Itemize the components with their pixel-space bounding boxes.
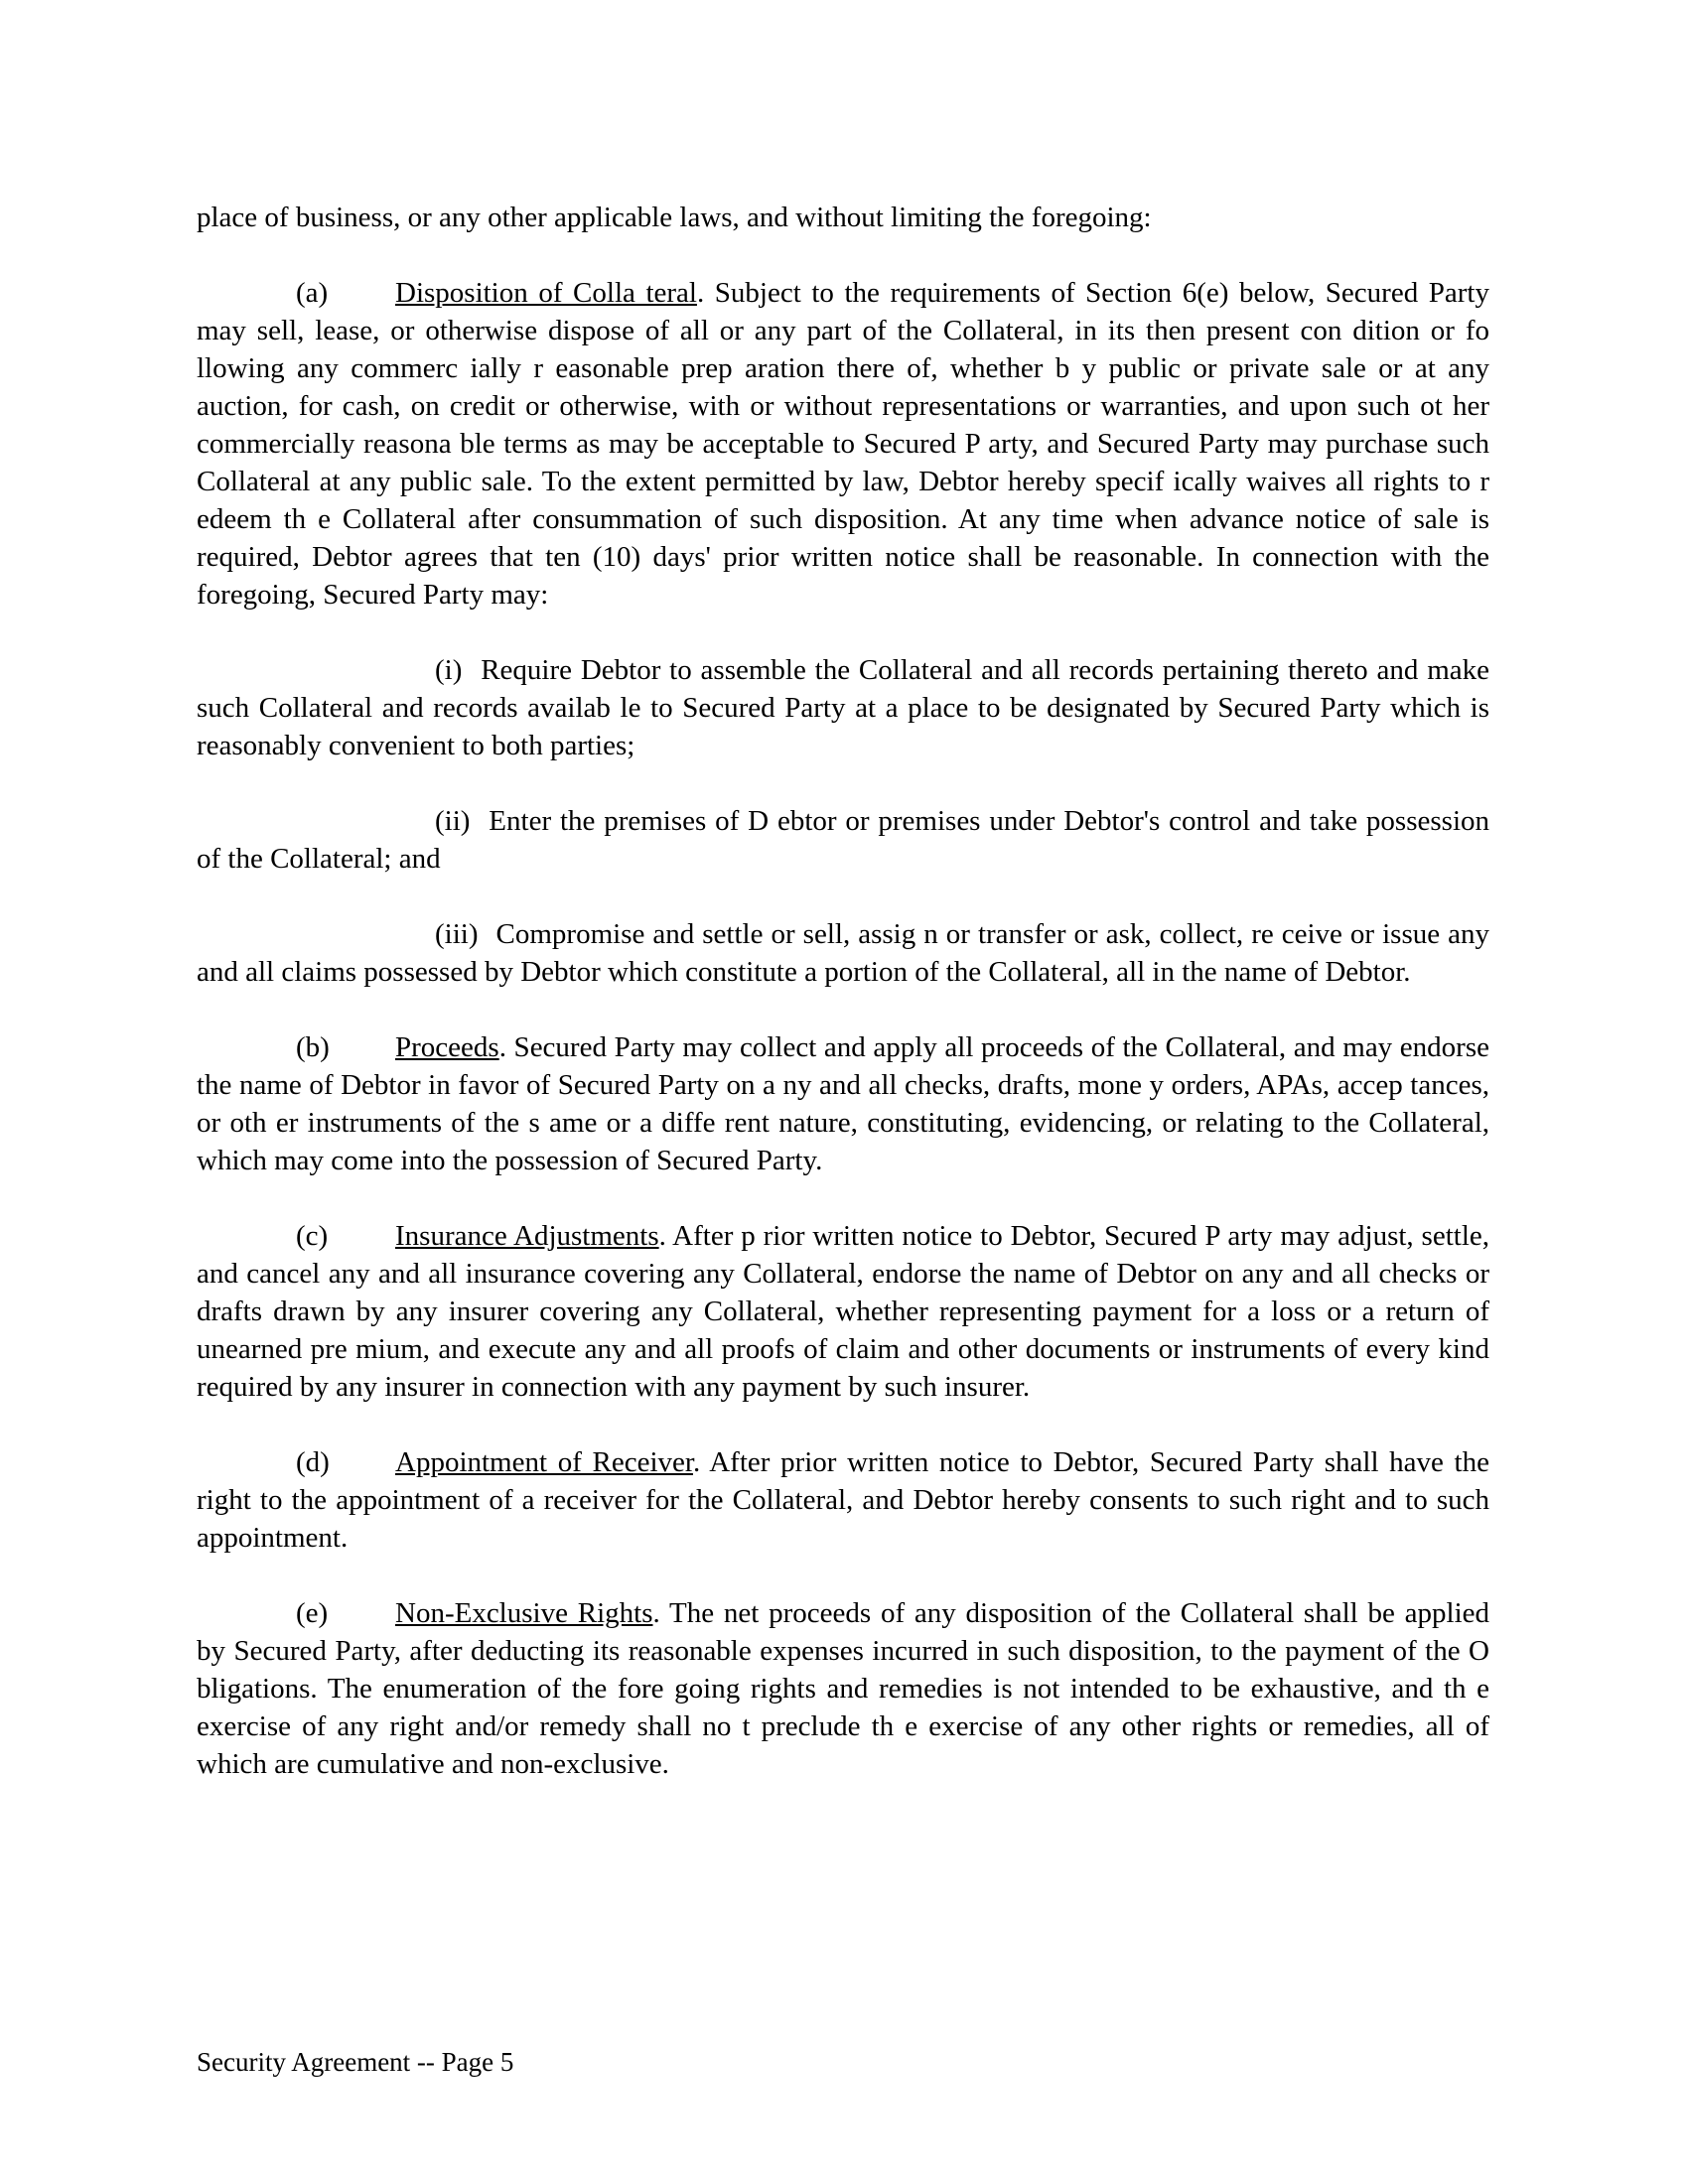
section-a-paragraph bbox=[197, 274, 1489, 614]
subsection-i-label: (i) bbox=[435, 654, 463, 686]
section-d-label: (d) bbox=[296, 1446, 330, 1478]
section-a-heading: Disposition of Colla teral bbox=[395, 277, 697, 309]
section-d-text: . After prior written notice to Debtor, Secured Party shall have the right to the appointment of a receiver for the Collateral, and Debtor hereby consents to such right and to such appointment. bbox=[197, 1446, 1489, 1554]
section-e-paragraph bbox=[197, 1594, 1489, 1783]
section-b-heading: Proceeds bbox=[395, 1031, 499, 1063]
section-c-paragraph bbox=[197, 1217, 1489, 1406]
section-a-label: (a) bbox=[296, 277, 329, 309]
section-c-heading: Insurance Adjustments bbox=[395, 1220, 659, 1252]
subsection-i-paragraph bbox=[197, 651, 1489, 764]
section-d-heading: Appointment of Receiver bbox=[395, 1446, 693, 1478]
subsection-ii-paragraph bbox=[197, 802, 1489, 878]
intro-paragraph: place of business, or any other applicable laws, and without limiting the foregoing: bbox=[197, 202, 1152, 233]
subsection-ii-label: (ii) bbox=[435, 805, 471, 837]
section-e-label: (e) bbox=[296, 1597, 329, 1629]
section-b-text: . Secured Party may collect and apply all proceeds of the Collateral, and may endorse the name of Debtor in favor of Secured Party on a ny and all checks, drafts, mone y orders, APAs, accep tances, or oth er instruments of the s ame or a diffe rent nature, constituting, evidencing, or relating to the Collateral, which may come into the possession of Secured Party. bbox=[197, 1031, 1489, 1176]
section-a-text: . Subject to the requirements of Section 6(e) below, Secured Party may sell, lease, or otherwise dispose of all or any part of the Collateral, in its then present con dition or fo llowing any commerc ially r easonable prep aration there of, whether b y public or private sale or at any auction, for cash, on credit or otherwise, with or without representations or warranties, and upon such ot her commercially reasona ble terms as may be acceptable to Secured P arty, and Secured Party may purchase such Collateral at any public sale. To the extent permitted by law, Debtor hereby specif ically waives all rights to r edeem th e Collateral after consummation of such disposition. At any time when advance notice of sale is required, Debtor agrees that ten (10) days' prior written notice shall be reasonable. In connection with the foregoing, Secured Party may: bbox=[197, 277, 1489, 611]
section-c-label: (c) bbox=[296, 1220, 329, 1252]
section-b-paragraph bbox=[197, 1028, 1489, 1179]
section-e-heading: Non-Exclusive Rights bbox=[395, 1597, 653, 1629]
subsection-i-text: Require Debtor to assemble the Collateral and all records pertaining thereto and make such Collateral and records availab le to Secured Party at a place to be designated by Secured Party which is reasonably convenient to both parties; bbox=[197, 654, 1490, 761]
subsection-ii-text: Enter the premises of D ebtor or premises under Debtor's control and take possession of the Collateral; and bbox=[197, 805, 1490, 875]
section-c-text: . After p rior written notice to Debtor, Secured P arty may adjust, settle, and cancel any and all insurance covering any Collateral, endorse the name of Debtor on any and all checks or drafts drawn by any insurer covering any Collateral, whether representing payment for a loss or a return of unearned pre mium, and execute any and all proofs of claim and other documents or instruments of every kind required by any insurer in connection with any payment by such insurer. bbox=[197, 1220, 1489, 1403]
subsection-iii-label: (iii) bbox=[435, 918, 479, 950]
subsection-iii-paragraph bbox=[197, 915, 1489, 991]
section-b-label: (b) bbox=[296, 1031, 330, 1063]
section-d-paragraph bbox=[197, 1443, 1489, 1557]
section-e-text: . The net proceeds of any disposition of the Collateral shall be applied by Secured Party, after deducting its reasonable expenses incurred in such disposition, to the payment of the O bligations. The enumeration of the fore going rights and remedies is not intended to be exhaustive, and th e exercise of any right and/or remedy shall no t preclude th e exercise of any other rights or remedies, all of which are cumulative and non-exclusive. bbox=[197, 1597, 1490, 1780]
document-body bbox=[197, 199, 1489, 1821]
page-footer: Security Agreement -- Page 5 bbox=[197, 2047, 514, 2077]
subsection-iii-text: Compromise and settle or sell, assig n or transfer or ask, collect, re ceive or issue any and all claims possessed by Debtor which constitute a portion of the Collateral, all in the name of Debtor. bbox=[197, 918, 1490, 988]
